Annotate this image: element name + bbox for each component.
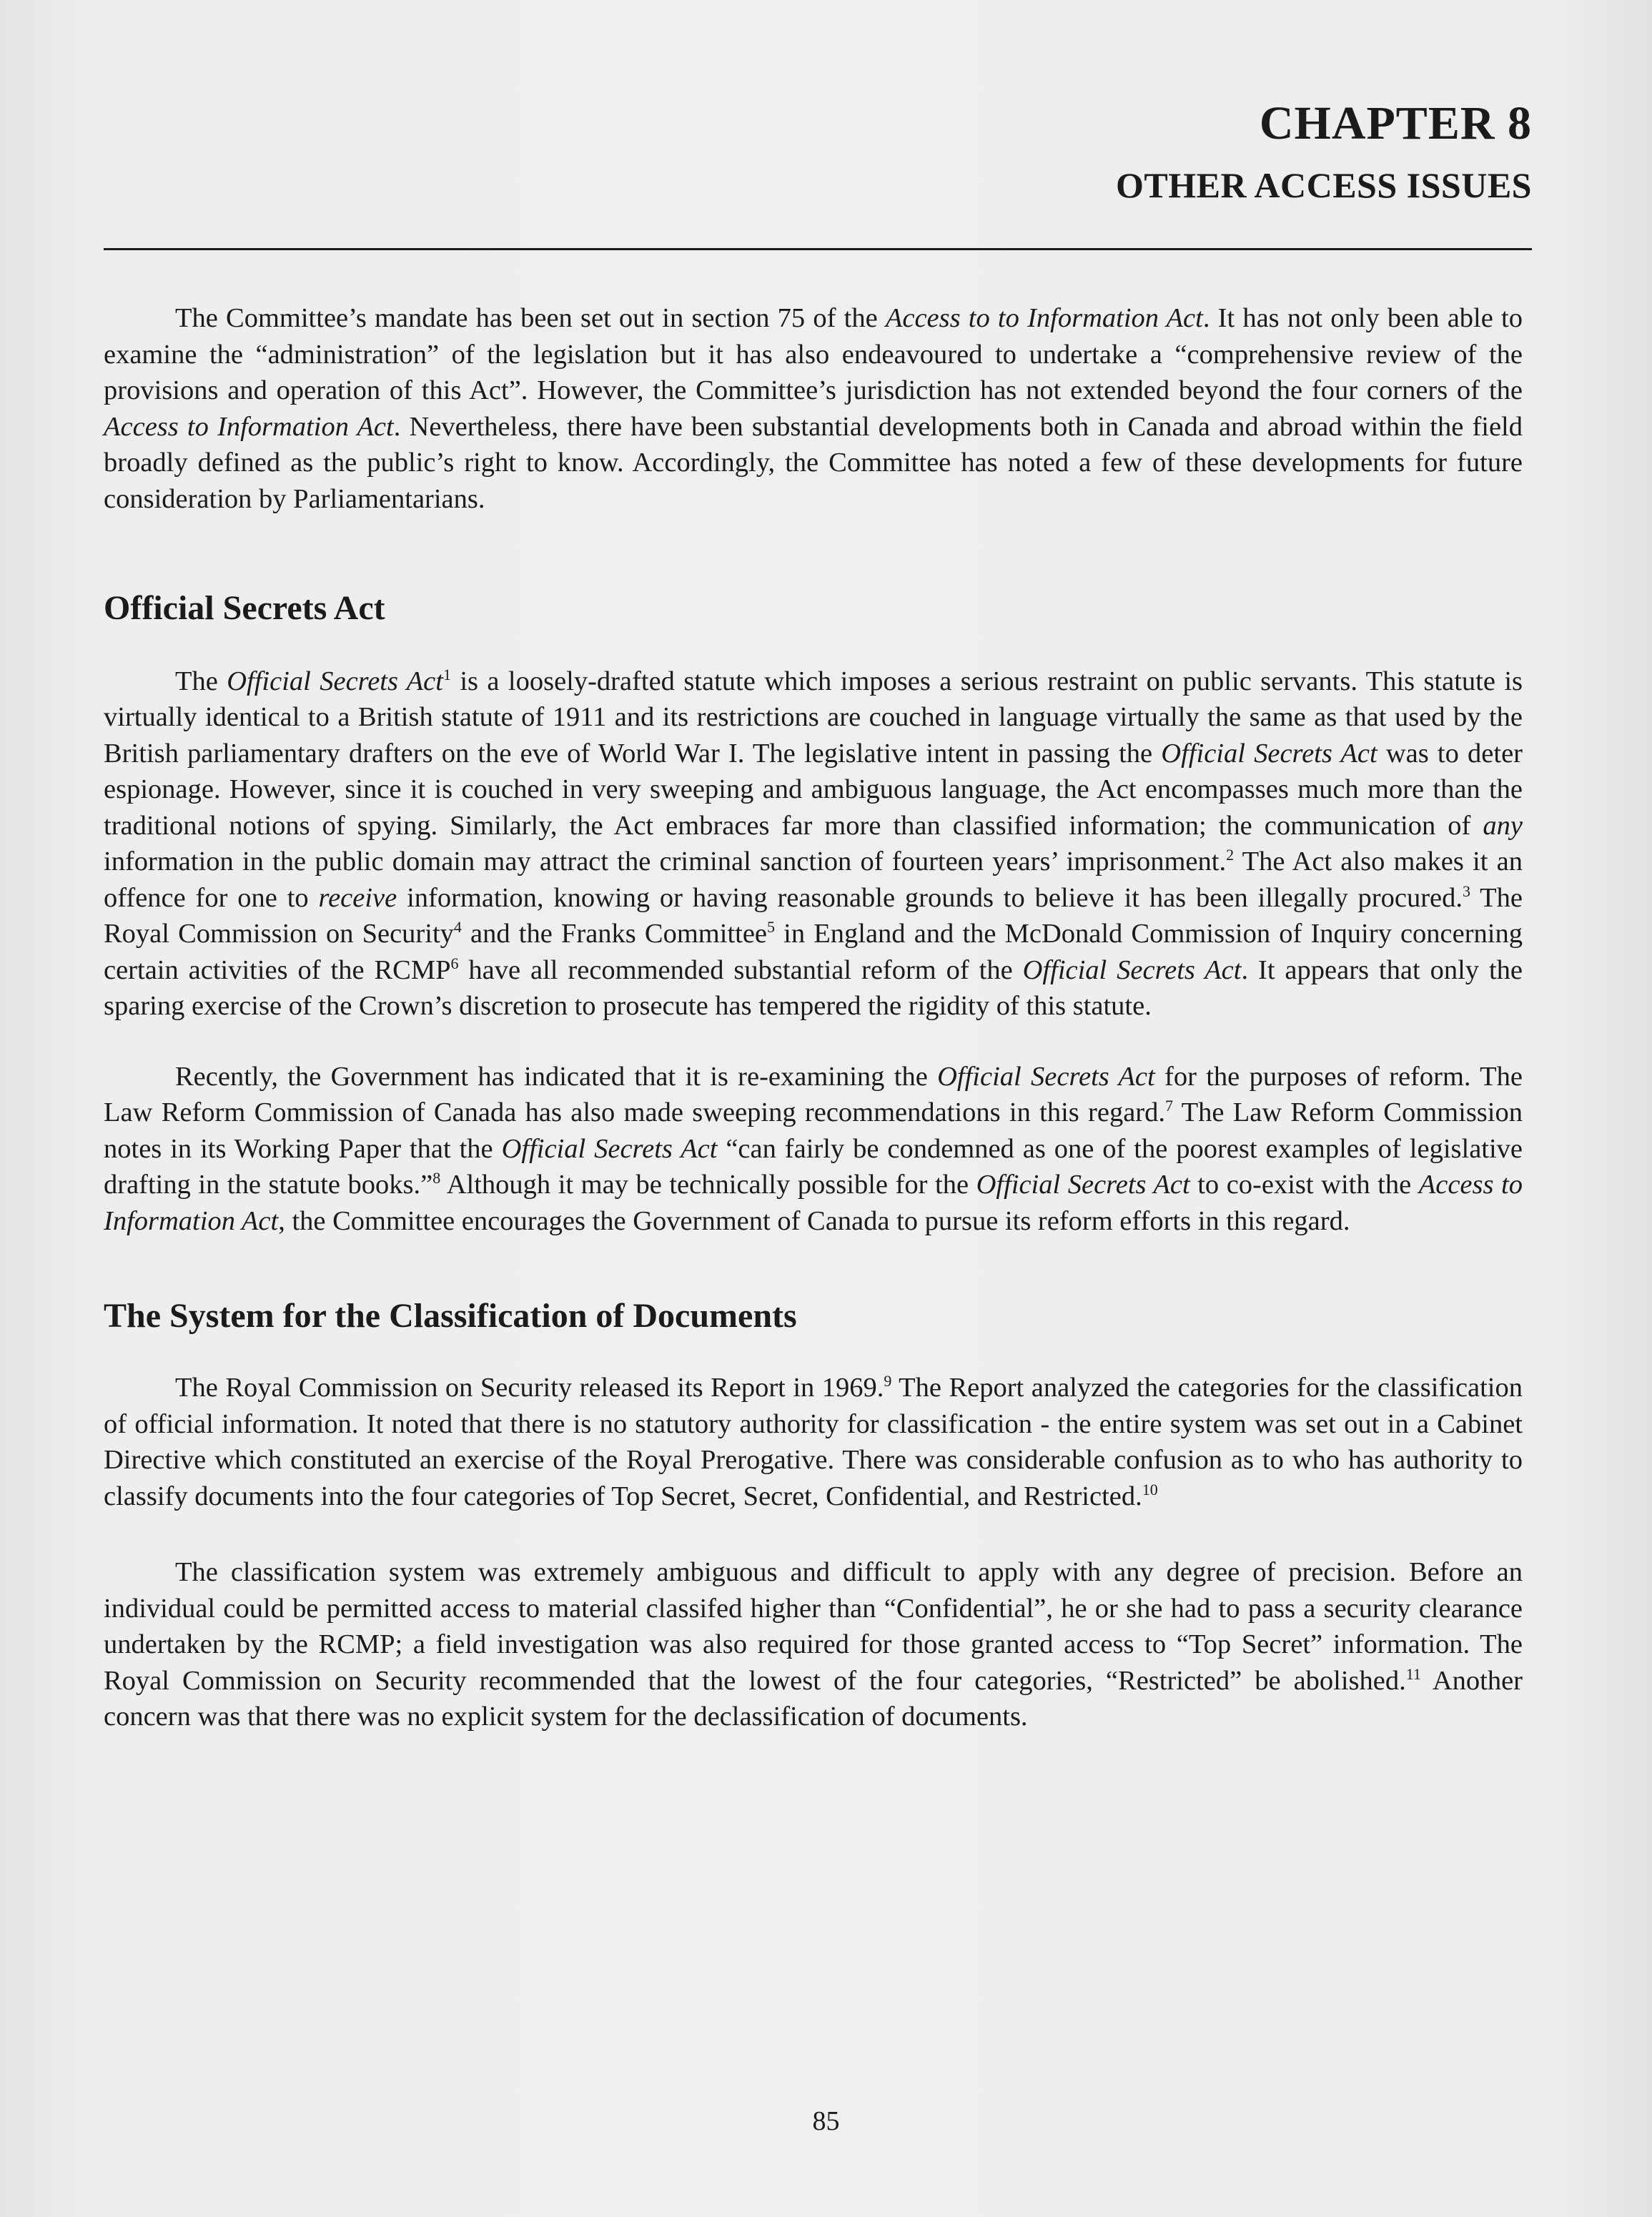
act-title: Official Secrets Act <box>501 1133 718 1164</box>
text-run: The <box>175 666 227 696</box>
chapter-number: CHAPTER 8 <box>1259 97 1532 149</box>
intro-paragraph <box>104 300 1523 517</box>
footnote-ref: 1 <box>442 665 451 683</box>
act-title: Official Secrets Act <box>1022 954 1242 985</box>
page-number: 85 <box>812 2106 840 2136</box>
text-run: The Royal Commission on Security released its Report in 1969. <box>175 1373 884 1403</box>
footnote-ref: 5 <box>767 918 776 937</box>
text-run: The Report analyzed the categories for the classification of official information. It noted that there is no statutory authority for classification - the entire system was set out in a Cabinet Directive which constituted an exercise of the Royal Prerogative. There was considerable confusion as to who has authority to classify documents into the four categories of Top Secret, Secret, Confidential, and Restricted. <box>104 1373 1523 1511</box>
text-run: . Nevertheless, there have been substantial developments both in Canada and abroad within the field broadly defined as the public’s right to know. Accordingly, the Committee has noted a few of these developments for future consideration by Parliamentarians. <box>104 411 1523 514</box>
act-title: Official Secrets Act <box>227 666 443 696</box>
emphasis: any <box>1483 810 1523 841</box>
footnote-ref: 8 <box>432 1169 441 1187</box>
act-title: Official Secrets Act <box>1161 738 1378 769</box>
header-rule <box>104 248 1532 250</box>
emphasis: receive <box>318 882 397 913</box>
main-text <box>104 300 1523 1735</box>
act-title: Access to Information Act <box>104 1170 1523 1236</box>
act-title: Official Secrets Act <box>976 1170 1190 1200</box>
text-run: The Law Reform Commission notes in its Working Paper that the <box>104 1097 1523 1164</box>
section-heading-official-secrets: Official Secrets Act <box>104 589 385 627</box>
text-run: The Committee’s mandate has been set out in section 75 of the <box>175 303 886 333</box>
act-title: Access to to Information Act <box>885 303 1203 333</box>
footnote-ref: 7 <box>1164 1097 1173 1115</box>
footnote-ref: 11 <box>1405 1664 1421 1683</box>
text-run: Although it may be technically possible for the <box>440 1170 976 1200</box>
text-run: was to deter espionage. However, since it is couched in very sweeping and ambiguous language, the Act encompasses much more than the traditional notions of spying. Similarly, the Act embraces far more than classified information; the communication of <box>104 738 1523 841</box>
text-run: information, knowing or having reasonable grounds to believe it has been illegally procured. <box>397 882 1463 913</box>
text-run: information in the public domain may attract the criminal sanction of fourteen years’ imprisonment. <box>104 846 1227 877</box>
text-run: Recently, the Government has indicated that it is re-examining the <box>175 1061 938 1092</box>
text-run: The Act also makes it an offence for one to <box>104 846 1523 913</box>
text-run: Another concern was that there was no explicit system for the declassification of documents. <box>104 1665 1523 1732</box>
text-run: . It appears that only the sparing exercise of the Crown’s discretion to prosecute has tempered the rigidity of this statute. <box>104 954 1523 1022</box>
text-run: is a loosely-drafted statute which imposes a serious restraint on public servants. This statute is virtually identical to a British statute of 1911 and its restrictions are couched in language virtually the same as that used by the British parliamentary drafters on the eve of World War I. The legislative intent in passing the <box>104 666 1523 769</box>
text-run: . It has not only been able to examine the “administration” of the legislation but it has also endeavoured to undertake a “comprehensive review of the provisions and operation of this Act”. However, the Committee’s jurisdiction has not extended beyond the four corners of the <box>104 303 1523 405</box>
classification-paragraph-1 <box>104 1370 1523 1514</box>
text-run: in England and the McDonald Commission of Inquiry concerning certain activities of the RCMP <box>104 919 1523 985</box>
text-run: have all recommended substantial reform of the <box>458 954 1023 985</box>
footnote-ref: 9 <box>884 1372 892 1391</box>
footnote-ref: 3 <box>1463 882 1470 900</box>
footnote-ref: 2 <box>1226 846 1235 864</box>
classification-paragraph-2 <box>104 1554 1523 1735</box>
official-secrets-paragraph-2 <box>104 1059 1523 1240</box>
footnote-ref: 6 <box>450 954 459 972</box>
act-title: Access to Information Act <box>104 411 394 442</box>
act-title: Official Secrets Act <box>937 1061 1155 1092</box>
chapter-title: OTHER ACCESS ISSUES <box>1116 165 1532 205</box>
footnote-ref: 4 <box>453 918 462 937</box>
footnote-ref: 10 <box>1142 1480 1158 1498</box>
section-heading-classification: The System for the Classification of Documents <box>104 1297 797 1335</box>
text-run: to co-exist with the <box>1189 1170 1419 1200</box>
text-run: “can fairly be condemned as one of the poorest examples of legislative drafting in the statute books.” <box>104 1133 1523 1200</box>
text-run: and the Franks Committee <box>461 919 768 949</box>
text-run: for the purposes of reform. The Law Reform Commission of Canada has also made sweeping recommendations in this regard. <box>104 1061 1523 1128</box>
text-run: The classification system was extremely ambiguous and difficult to apply with any degree of precision. Before an individual could be permitted access to material classifed higher than “Confidential”, he or she had to pass a security clearance undertaken by the RCMP; a field investigation was also required for those granted access to “Top Secret” information. The Royal Commission on Security recommended that the lowest of the four categories, “Restricted” be abolished. <box>104 1557 1523 1696</box>
chapter-header <box>1116 97 1532 205</box>
text-run: , the Committee encourages the Government of Canada to pursue its reform efforts in this regard. <box>278 1205 1350 1236</box>
official-secrets-paragraph-1 <box>104 663 1523 1024</box>
text-run: The Royal Commission on Security <box>104 882 1523 949</box>
